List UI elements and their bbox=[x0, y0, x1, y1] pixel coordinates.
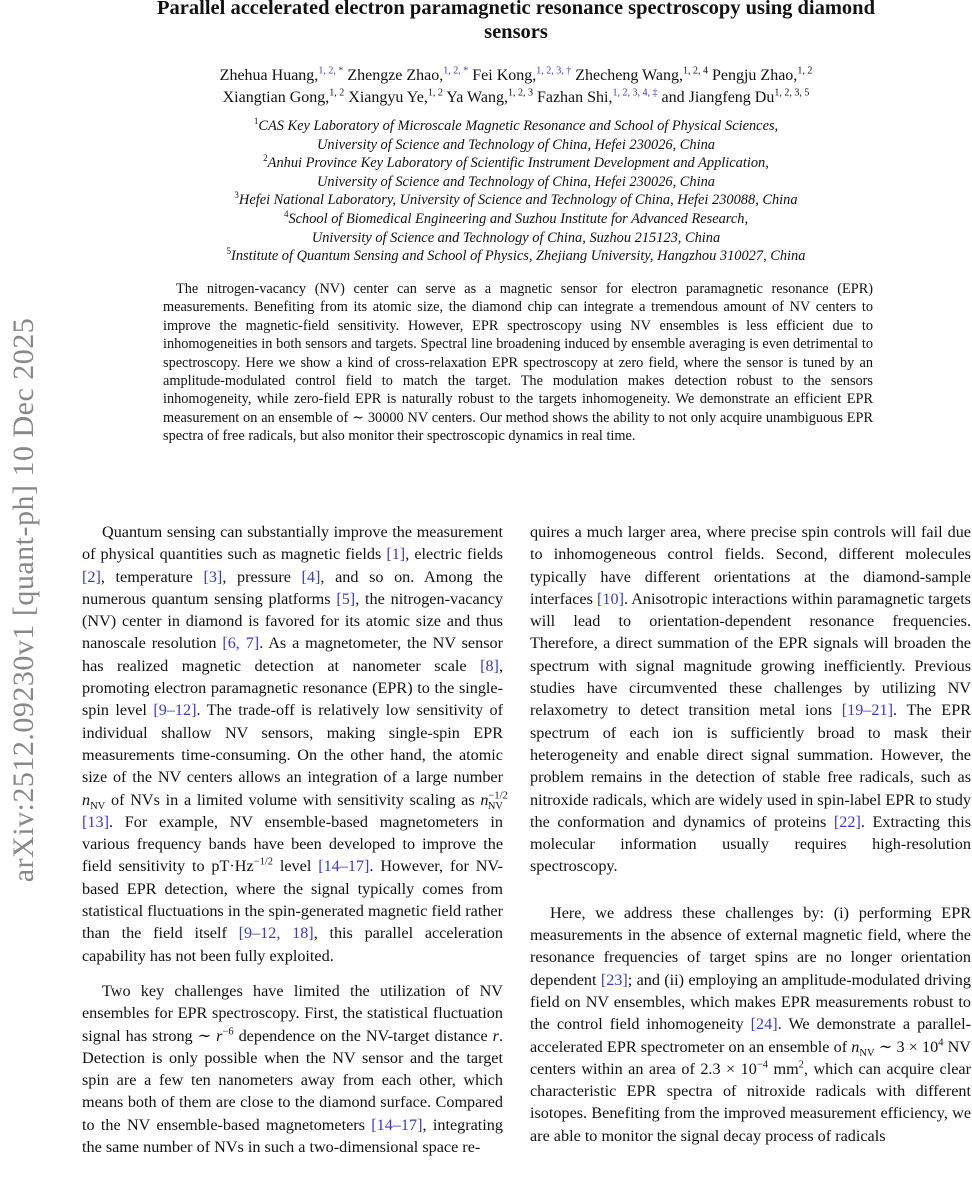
body-column-right bbox=[530, 521, 971, 1147]
affiliation-text: Hefei National Laboratory, University of Science and Technology of China, Hefei 230088, China bbox=[238, 192, 798, 209]
text-run: , electric fields bbox=[405, 545, 503, 564]
affiliation-5 bbox=[60, 247, 972, 266]
text-run: level bbox=[273, 857, 319, 876]
citation-link[interactable]: [9–12] bbox=[153, 701, 197, 720]
text-run: , integrating the same number of NVs in such a two-dimensional space re- bbox=[82, 1115, 503, 1157]
math-subscript: NV bbox=[859, 1047, 875, 1059]
author-affiliation: 1, 2 bbox=[797, 65, 813, 77]
text-run: , temperature bbox=[100, 567, 204, 586]
text-run: of NVs in a limited volume with sensitivity scaling as bbox=[105, 790, 481, 809]
affiliation-3 bbox=[60, 191, 972, 210]
math-superscript: −1/2 bbox=[253, 857, 273, 869]
citation-link[interactable]: [23] bbox=[600, 970, 628, 989]
paragraph bbox=[530, 521, 971, 878]
author-affiliation-link[interactable]: 1, 2, 3, 4, ‡ bbox=[612, 87, 658, 99]
abstract: The nitrogen-vacancy (NV) center can serve as a magnetic sensor for electron paramagnetic resonance (EPR) measurements. Benefiting from its atomic size, the diamond chip can integrate a tremendous amount of NV centers to improve the magnetic-field sensitivity. However, EPR spectroscopy using NV ensembles is less efficient due to inhomogeneities in both sensors and targets. Spectral line broadening induced by ensemble averaging is even detrimental to spectroscopy. Here we show a kind of cross-relaxation EPR spectroscopy at zero field, where the sensor is tuned by an amplitude-modulated control field to match the target. The modulation makes detection robust to the sensors inhomogeneity, while zero-field EPR is naturally robust to the targets inhomogeneity. We demonstrate an efficient EPR measurement on an ensemble of ∼ 30000 NV centers. Our method shows the ability to not only acquire unambiguous EPR spectra of free radicals, but also monitor their spectroscopic dynamics in real time. bbox=[163, 281, 873, 445]
text-run: . As a magnetometer, the NV sensor has realized magnetic detection at nanometer scale bbox=[82, 634, 503, 675]
author-affiliation: 1, 2, 3, 5 bbox=[774, 87, 810, 99]
title-line-2: sensors bbox=[484, 21, 548, 43]
author-name: Fei Kong, bbox=[472, 67, 537, 84]
math-superscript: 2 bbox=[798, 1059, 804, 1071]
affiliation-number: 1 bbox=[253, 116, 259, 127]
author-affiliation-link[interactable]: 1, 2, * bbox=[318, 65, 344, 77]
author-name: Xiangtian Gong, bbox=[222, 89, 330, 106]
paper-title bbox=[60, 0, 972, 44]
author-affiliation: 1, 2 bbox=[427, 87, 443, 99]
text-run: , promoting electron paramagnetic resonance (EPR) to the single-spin level bbox=[82, 656, 503, 720]
citation-link[interactable]: [9–12, 18] bbox=[238, 924, 314, 943]
text-run: dependence on the NV-target distance bbox=[233, 1026, 493, 1045]
math-symbol: n bbox=[480, 790, 489, 809]
author-affiliation-link[interactable]: 1, 2, 3, † bbox=[536, 65, 572, 77]
citation-link[interactable]: [14–17] bbox=[318, 857, 370, 876]
affiliation-4-line-1 bbox=[60, 210, 972, 229]
affiliation-text: Institute of Quantum Sensing and School of Physics, Zhejiang University, Hangzhou 310027, China bbox=[231, 248, 806, 265]
text-run: quires a much larger area, where precise spin controls will fail due to inhomogeneous control fields. Second, different molecules typically have different orientations at the diamond-sample interfaces bbox=[530, 523, 971, 608]
text-run: . The trade-off is relatively low sensitivity of individual shallow NV sensors, making single-spin EPR measurements time-consuming. On the other hand, the atomic size of the NV centers allows an integration of a large number bbox=[82, 701, 503, 787]
affiliation-number: 2 bbox=[263, 153, 268, 164]
title-line-1: Parallel accelerated electron paramagnetic resonance spectroscopy using diamond bbox=[157, 0, 875, 19]
author-name: Pengju Zhao, bbox=[711, 67, 798, 84]
body-column-left bbox=[82, 521, 508, 1158]
citation-link[interactable]: [1] bbox=[386, 545, 406, 564]
citation-link[interactable]: [24] bbox=[750, 1015, 778, 1034]
math-superscript: 4 bbox=[938, 1037, 944, 1049]
affiliation-1-line-1 bbox=[60, 117, 972, 136]
citation-link[interactable]: [13] bbox=[82, 812, 109, 831]
affiliation-2-line-2: University of Science and Technology of China, Hefei 230026, China bbox=[317, 173, 715, 190]
affiliation-1-line-2: University of Science and Technology of China, Hefei 230026, China bbox=[317, 136, 715, 153]
citation-link[interactable]: [8] bbox=[480, 656, 499, 675]
citation-link[interactable]: [6, 7] bbox=[222, 634, 260, 653]
math-superscript: −6 bbox=[222, 1026, 234, 1038]
affiliation-number: 4 bbox=[283, 209, 289, 220]
author-conjunction: and bbox=[661, 89, 685, 106]
affiliation-list bbox=[60, 117, 972, 266]
citation-link[interactable]: [5] bbox=[336, 589, 356, 608]
author-name: Xiangyu Ye, bbox=[348, 89, 428, 106]
author-name: Zhehua Huang, bbox=[219, 67, 319, 84]
affiliation-number: 3 bbox=[234, 190, 239, 201]
math-symbol: r bbox=[492, 1026, 499, 1045]
author-line-1 bbox=[60, 65, 972, 87]
text-run: mm bbox=[768, 1059, 799, 1078]
affiliation-text: School of Biomedical Engineering and Suzhou Institute for Advanced Research, bbox=[288, 210, 749, 227]
affiliation-4-line-2: University of Science and Technology of China, Suzhou 215123, China bbox=[311, 229, 721, 246]
affiliation-text: CAS Key Laboratory of Microscale Magnetic Resonance and School of Physical Sciences, bbox=[258, 118, 779, 134]
citation-link[interactable]: [22] bbox=[833, 812, 861, 831]
text-run: , and so on. Among the numerous quantum sensing platforms bbox=[82, 567, 503, 608]
paragraph bbox=[530, 902, 971, 1147]
affiliation-number: 5 bbox=[226, 246, 232, 257]
math-symbol: n bbox=[851, 1037, 860, 1056]
author-name: Fazhan Shi, bbox=[536, 89, 613, 106]
text-run: Two key challenges have limited the utilization of NV ensembles for EPR spectroscopy. First, the statistical fluctuation signal has strong ∼ bbox=[82, 981, 503, 1045]
affiliation-text: Anhui Province Key Laboratory of Scientific Instrument Development and Application, bbox=[267, 155, 769, 172]
author-name: Zhengze Zhao, bbox=[347, 67, 444, 84]
math-superscript: −1/2 bbox=[488, 790, 508, 802]
math-symbol: r bbox=[216, 1026, 223, 1045]
text-run: NV centers within an area of 2.3 × 10 bbox=[530, 1037, 971, 1078]
citation-link[interactable]: [2] bbox=[82, 567, 101, 586]
text-run: ; and (ii) employing an amplitude-modulated driving field on NV ensembles, which makes EPR measurements robust to the control field inhomogeneity bbox=[530, 970, 971, 1034]
text-run: . However, for NV-based EPR detection, where the signal typically comes from statistical fluctuations in the spin-generated magnetic field rather than the field itself bbox=[82, 857, 503, 943]
math-superscript: −4 bbox=[756, 1059, 768, 1071]
author-affiliation: 1, 2, 3 bbox=[507, 87, 533, 99]
text-run: , this parallel acceleration capability has not been fully exploited. bbox=[82, 924, 503, 965]
citation-link[interactable]: [19–21] bbox=[841, 701, 893, 720]
paragraph bbox=[82, 980, 503, 1158]
citation-link[interactable]: [14–17] bbox=[371, 1115, 423, 1134]
author-affiliation: 1, 2, 4 bbox=[682, 65, 708, 77]
text-run: , the nitrogen-vacancy (NV) center in diamond is favored for its atomic size and thus nanoscale resolution bbox=[82, 589, 503, 653]
text-run: . The EPR spectrum of each ion is sufficiently broad to mask their heterogeneity and enable direct signal summation. However, the problem remains in the detection of stable free radicals, such as nitroxide radicals, which are widely used in spin-label EPR to study the conformation and dynamics of proteins bbox=[530, 701, 971, 831]
text-run: , which can acquire clear characteristic EPR spectra of nitroxide radicals with different isotopes. Benefiting from the improved measurement efficiency, we are able to monitor the signal decay process of radicals bbox=[530, 1059, 971, 1145]
author-name: Jiangfeng Du bbox=[688, 89, 775, 106]
citation-link[interactable]: [3] bbox=[203, 567, 223, 586]
author-list bbox=[60, 65, 972, 109]
text-run: . We demonstrate a parallel-accelerated EPR spectrometer on an ensemble of bbox=[530, 1015, 972, 1056]
citation-link[interactable]: [4] bbox=[301, 567, 321, 586]
text-run: Here, we address these challenges by: (i) performing EPR measurements in the absence of external magnetic field, where the resonance frequencies of target spins are no longer orientation dependent bbox=[530, 903, 971, 989]
arxiv-identifier: arXiv:2512.09230v1 [quant-ph] 10 Dec 2025 bbox=[7, 317, 40, 883]
author-name: Ya Wang, bbox=[446, 89, 508, 106]
math-subscript: NV bbox=[90, 800, 106, 812]
text-run: Quantum sensing can substantially improve the measurement of physical quantities such as magnetic fields bbox=[82, 523, 503, 564]
author-affiliation: 1, 2 bbox=[329, 87, 345, 99]
text-run: . Extracting this molecular information usually requires high-resolution spectroscopy. bbox=[530, 812, 972, 876]
text-run: . Detection is only possible when the NV sensor and the target spin are a few ten nanometers away from each other, which means both of them are close to the diamond surface. Compared to the NV ensemble-based magnetometers bbox=[82, 1026, 504, 1134]
paragraph bbox=[82, 521, 508, 967]
affiliation-2-line-1 bbox=[60, 154, 972, 173]
math-symbol: n bbox=[82, 790, 91, 809]
text-run: . Anisotropic interactions within paramagnetic targets will lead to orientation-dependent resonance frequencies. Therefore, a direct summation of the EPR signals will broaden the spectrum with signal magnitude growing inefficiently. Previous studies have circumvented these challenges by utilizing NV relaxometry to detect transition metal ions bbox=[530, 589, 971, 720]
text-run: ∼ 3 × 10 bbox=[874, 1037, 939, 1056]
author-affiliation-link[interactable]: 1, 2, * bbox=[443, 65, 469, 77]
citation-link[interactable]: [10] bbox=[597, 589, 624, 608]
text-run: . For example, NV ensemble-based magnetometers in various frequency bands have been developed to improve the field sensitivity to pT·Hz bbox=[82, 812, 503, 876]
author-line-2 bbox=[60, 87, 972, 109]
text-run: , pressure bbox=[222, 567, 302, 586]
math-subscript: NV bbox=[487, 800, 503, 812]
author-name: Zhecheng Wang, bbox=[575, 67, 683, 84]
